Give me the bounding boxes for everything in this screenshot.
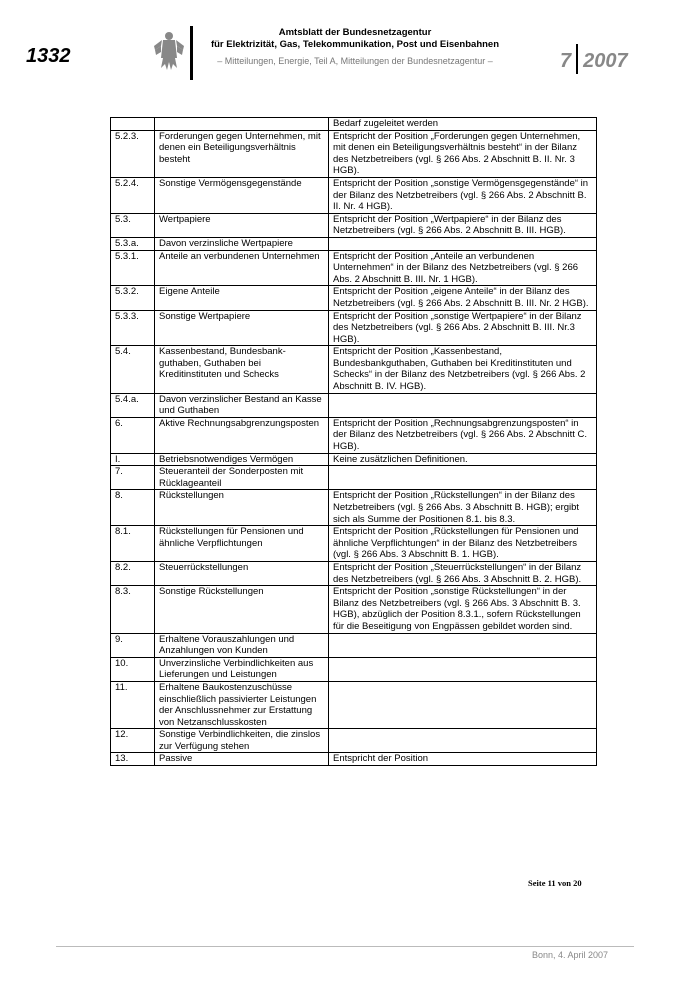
header-divider: [190, 26, 193, 80]
row-description: [329, 729, 597, 753]
row-label: Erhaltene Baukostenzuschüsse einschließlich passivierter Leistungen der Anschlussnehmer zur Erstattung von Netzanschlusskosten: [155, 681, 329, 728]
row-number: 5.4.: [111, 346, 155, 393]
row-number: I.: [111, 453, 155, 466]
row-description: Bedarf zugeleitet werden: [329, 118, 597, 131]
row-number: 5.3.2.: [111, 286, 155, 310]
row-description: [329, 633, 597, 657]
row-description: Entspricht der Position „Kassenbestand, Bundesbankguthaben, Guthaben bei Kreditinstituten und Schecks“ in der Bilanz des Netzbetreibers (vgl. § 266 Abs. 2 Abschnitt B. IV. HGB).: [329, 346, 597, 393]
row-number: 10.: [111, 657, 155, 681]
table-row: [111, 286, 597, 310]
row-number: 8.: [111, 490, 155, 526]
row-number: [111, 118, 155, 131]
row-description: Entspricht der Position „Rückstellungen für Pensionen und ähnliche Verpflichtungen“ in der Bilanz des Netzbetreibers (vgl. § 266 Abs. 3 Abschnitt B. 1. HGB).: [329, 526, 597, 562]
definitions-table: [110, 117, 597, 766]
row-description: Entspricht der Position „Rechnungsabgrenzungsposten“ in der Bilanz des Netzbetreibers (vgl. § 266 Abs. 2 Abschnitt C. HGB).: [329, 417, 597, 453]
row-label: Davon verzinsliche Wertpapiere: [155, 237, 329, 250]
row-label: Wertpapiere: [155, 213, 329, 237]
row-label: Aktive Rechnungsabgrenzungsposten: [155, 417, 329, 453]
page-counter: Seite 11 von 20: [528, 878, 582, 888]
row-label: Davon verzinslicher Bestand an Kasse und Guthaben: [155, 393, 329, 417]
row-description: Entspricht der Position „eigene Anteile“ in der Bilanz des Netzbetreibers (vgl. § 266 Abs. 2 Abschnitt B. III. Nr. 2 HGB).: [329, 286, 597, 310]
row-number: 9.: [111, 633, 155, 657]
row-label: Rückstellungen für Pensionen und ähnliche Verpflichtungen: [155, 526, 329, 562]
row-label: Rückstellungen: [155, 490, 329, 526]
table-row: [111, 237, 597, 250]
issue-number: 7: [560, 50, 572, 72]
row-description: Entspricht der Position „Wertpapiere“ in der Bilanz des Netzbetreibers (vgl. § 266 Abs. 2 Abschnitt B. III. HGB).: [329, 213, 597, 237]
row-label: Passive: [155, 753, 329, 766]
row-label: Unverzinsliche Verbindlichkeiten aus Lieferungen und Leistungen: [155, 657, 329, 681]
table-row: [111, 561, 597, 585]
row-number: 5.3.3.: [111, 310, 155, 346]
row-label: Steueranteil der Sonderposten mit Rücklageanteil: [155, 466, 329, 490]
row-label: Sonstige Rückstellungen: [155, 586, 329, 633]
table-row: [111, 118, 597, 131]
table-row: [111, 490, 597, 526]
row-number: 12.: [111, 729, 155, 753]
row-number: 7.: [111, 466, 155, 490]
table-row: [111, 417, 597, 453]
footer-rule: [56, 946, 634, 947]
row-number: 8.3.: [111, 586, 155, 633]
row-number: 5.2.4.: [111, 177, 155, 213]
row-description: Entspricht der Position „Forderungen gegen Unternehmen, mit denen ein Beteiligungsverhältnis besteht“ in der Bilanz des Netzbetreibers (vgl. § 266 Abs. 2 Abschnitt B. II. Nr. 3 HGB).: [329, 130, 597, 177]
row-number: 5.3.a.: [111, 237, 155, 250]
row-number: 11.: [111, 681, 155, 728]
row-description: [329, 466, 597, 490]
row-description: Entspricht der Position „sonstige Vermögensgegenstände“ in der Bilanz des Netzbetreibers (vgl. § 266 Abs. 2 Abschnitt B. II. Nr. 4 HGB).: [329, 177, 597, 213]
row-description: Entspricht der Position „sonstige Rückstellungen“ in der Bilanz des Netzbetreibers (vgl. § 266 Abs. 3 Abschnitt B. 3. HGB), abzüglich der Position 8.3.1., sofern Rückstellungen für die Beseitigung von Engpässen gebildet worden sind.: [329, 586, 597, 633]
publication-date: Bonn, 4. April 2007: [532, 950, 609, 960]
issue-divider: [576, 44, 578, 74]
row-number: 8.2.: [111, 561, 155, 585]
row-label: Forderungen gegen Unternehmen, mit denen ein Beteiligungsverhältnis besteht: [155, 130, 329, 177]
row-description: Entspricht der Position „Anteile an verbundenen Unternehmen“ in der Bilanz des Netzbetreibers (vgl. § 266 Abs. 2 Abschnitt B. III. Nr. 1 HGB).: [329, 250, 597, 286]
row-description: [329, 393, 597, 417]
gazette-header: [196, 27, 514, 68]
table-row: [111, 310, 597, 346]
row-label: Betriebsnotwendiges Vermögen: [155, 453, 329, 466]
row-number: 6.: [111, 417, 155, 453]
table-row: [111, 453, 597, 466]
table-row: [111, 393, 597, 417]
gazette-title: Amtsblatt der Bundesnetzagentur: [278, 27, 432, 38]
gazette-subtitle: für Elektrizität, Gas, Telekommunikation, Post und Eisenbahnen: [210, 39, 500, 50]
row-label: [155, 118, 329, 131]
row-number: 8.1.: [111, 526, 155, 562]
row-number: 5.4.a.: [111, 393, 155, 417]
row-label: Sonstige Verbindlichkeiten, die zinslos zur Verfügung stehen: [155, 729, 329, 753]
row-description: Keine zusätzlichen Definitionen.: [329, 453, 597, 466]
table-row: [111, 681, 597, 728]
row-label: Erhaltene Vorauszahlungen und Anzahlungen von Kunden: [155, 633, 329, 657]
row-description: [329, 237, 597, 250]
table-row: [111, 177, 597, 213]
row-description: [329, 657, 597, 681]
row-number: 13.: [111, 753, 155, 766]
table-row: [111, 466, 597, 490]
table-row: [111, 753, 597, 766]
row-number: 5.2.3.: [111, 130, 155, 177]
row-label: Sonstige Vermögensgegenstände: [155, 177, 329, 213]
row-description: Entspricht der Position: [329, 753, 597, 766]
row-label: Kassenbestand, Bundesbank-guthaben, Guthaben bei Kreditinstituten und Schecks: [155, 346, 329, 393]
row-label: Eigene Anteile: [155, 286, 329, 310]
row-description: [329, 681, 597, 728]
row-number: 5.3.: [111, 213, 155, 237]
table-row: [111, 633, 597, 657]
table-row: [111, 346, 597, 393]
page-number: 1332: [26, 45, 71, 67]
gazette-section: – Mitteilungen, Energie, Teil A, Mitteilungen der Bundesnetzagentur –: [217, 56, 493, 66]
row-label: Anteile an verbundenen Unternehmen: [155, 250, 329, 286]
issue-label: [560, 44, 628, 74]
table-row: [111, 130, 597, 177]
row-label: Steuerrückstellungen: [155, 561, 329, 585]
table-row: [111, 250, 597, 286]
row-description: Entspricht der Position „Rückstellungen“ in der Bilanz des Netzbetreibers (vgl. § 266 Abs. 3 Abschnitt B. HGB); ergibt sich als Summe der Positionen 8.1. bis 8.3.: [329, 490, 597, 526]
row-number: 5.3.1.: [111, 250, 155, 286]
table-row: [111, 213, 597, 237]
row-description: Entspricht der Position „sonstige Wertpapiere“ in der Bilanz des Netzbetreibers (vgl. § 266 Abs. 2 Abschnitt B. III. Nr.3 HGB).: [329, 310, 597, 346]
table-row: [111, 729, 597, 753]
row-label: Sonstige Wertpapiere: [155, 310, 329, 346]
issue-year: 2007: [583, 50, 628, 72]
row-description: Entspricht der Position „Steuerrückstellungen“ in der Bilanz des Netzbetreibers (vgl. § 266 Abs. 3 Abschnitt B. 2. HGB).: [329, 561, 597, 585]
federal-eagle-icon: [152, 28, 186, 78]
table-row: [111, 586, 597, 633]
table-row: [111, 657, 597, 681]
table-row: [111, 526, 597, 562]
